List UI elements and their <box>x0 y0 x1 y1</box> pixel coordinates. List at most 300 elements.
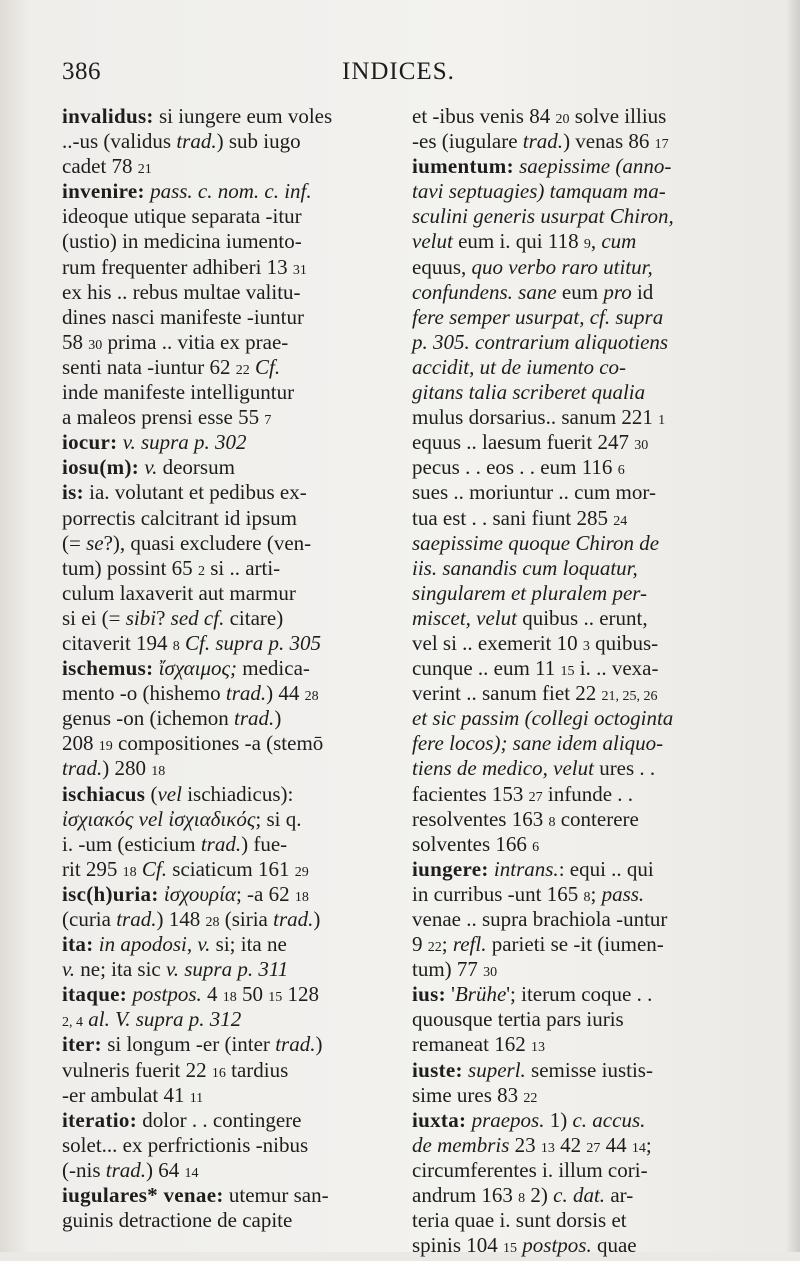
index-line <box>412 255 724 280</box>
index-text: '; iterum coque . . <box>506 982 653 1007</box>
index-text: inde manifeste intelliguntur <box>62 380 295 405</box>
index-line <box>412 756 724 781</box>
index-text: 6 <box>617 463 625 479</box>
index-text: a maleos prensi esse 55 <box>62 405 265 430</box>
index-text: solve illius <box>569 104 667 128</box>
index-text: tiens de medico, velut <box>412 756 594 781</box>
index-lemma: invalidus: <box>62 104 154 128</box>
page-edge-shadow <box>786 0 800 1252</box>
index-text: 28 <box>205 915 220 930</box>
index-text: 29 <box>294 864 309 880</box>
index-line <box>62 1183 374 1208</box>
index-line <box>412 957 724 982</box>
index-text: tavi septuagies) tamquam ma- <box>412 179 666 204</box>
index-text: solventes 166 <box>412 831 533 856</box>
index-lemma: ius: <box>412 982 446 1007</box>
index-text: senti nata -iuntur 62 <box>62 354 236 379</box>
index-text: ) fue- <box>241 831 288 856</box>
index-text: andrum 163 <box>412 1183 519 1208</box>
index-text: -er ambulat 41 <box>62 1082 190 1107</box>
index-text: guinis detractione de capite <box>62 1208 293 1233</box>
index-text: conterere <box>555 806 639 831</box>
index-text: , <box>590 229 602 254</box>
index-text: 30 <box>634 438 649 454</box>
index-text: tardius <box>225 1057 289 1082</box>
index-text: quibus- <box>589 630 659 655</box>
index-text: spinis 104 <box>412 1233 504 1258</box>
index-text: eum i. qui 118 <box>452 229 584 254</box>
index-text: 23 <box>509 1132 541 1157</box>
index-text: ἰσχουρία <box>163 881 236 906</box>
index-text: 9 <box>412 932 428 957</box>
index-text: vel <box>157 781 182 806</box>
index-text: et -ibus venis 84 <box>412 104 556 128</box>
index-line <box>62 782 374 807</box>
index-line <box>62 631 374 656</box>
index-text: teria quae i. sunt dorsis et <box>412 1208 627 1233</box>
index-line <box>412 1183 724 1208</box>
index-text: ) 280 <box>102 756 152 781</box>
index-text: 9 <box>583 237 591 253</box>
index-line <box>412 305 724 330</box>
index-text: 44 <box>600 1132 632 1157</box>
index-line <box>62 204 374 229</box>
index-text: c. accus. <box>572 1107 646 1132</box>
index-text: ideoque utique separata -itur <box>62 204 302 229</box>
index-text: resolventes 163 <box>412 806 549 831</box>
index-line <box>62 280 374 305</box>
index-text: 27 <box>528 789 543 805</box>
index-text: iis. sanandis cum loquatur, <box>412 555 638 580</box>
index-lemma: ischemus: <box>62 656 154 681</box>
index-text: si longum -er (inter <box>101 1032 276 1057</box>
index-text: sciaticum 161 <box>167 856 295 881</box>
index-line <box>62 355 374 380</box>
index-line <box>412 330 724 355</box>
index-lemma: iteratio: <box>62 1107 137 1132</box>
index-line <box>412 581 724 606</box>
index-text: trad. <box>62 756 103 781</box>
index-text: trad. <box>105 1157 147 1182</box>
index-lemma: ischiacus <box>62 781 146 806</box>
index-text: 42 <box>554 1132 587 1157</box>
index-lemma: iuxta: <box>412 1107 467 1132</box>
index-line <box>412 531 724 556</box>
index-text: 1) <box>544 1107 573 1132</box>
index-text: rit 295 <box>62 856 123 881</box>
index-text: quibus .. erunt, <box>516 605 648 630</box>
index-lemma: isc(h)uria: <box>62 881 159 906</box>
index-text: ) <box>313 907 321 931</box>
index-text: i. -um (esticium <box>62 831 201 856</box>
index-text: citare) <box>224 605 284 630</box>
index-text: ; -a 62 <box>235 881 295 906</box>
index-text: parieti se -it (iumen- <box>486 932 664 957</box>
index-line <box>62 1007 374 1032</box>
index-text: c. dat. <box>553 1183 606 1208</box>
index-line <box>62 857 374 882</box>
index-text: citaverit 194 <box>62 630 173 655</box>
index-text: velut <box>412 229 453 254</box>
index-line <box>62 681 374 706</box>
index-line <box>62 129 374 154</box>
index-text: 6 <box>532 839 540 855</box>
index-line <box>62 982 374 1007</box>
index-line <box>62 882 374 907</box>
index-text: si; ita ne <box>210 932 287 957</box>
index-line <box>412 1032 724 1057</box>
index-text: p. 305. contrarium aliquotiens <box>412 329 669 354</box>
index-text: ; <box>441 932 453 957</box>
index-text: cum <box>601 229 637 254</box>
index-line <box>62 330 374 355</box>
index-line <box>62 380 374 405</box>
index-text: quae <box>591 1233 637 1258</box>
index-text: id <box>631 279 654 304</box>
index-text: remaneat 162 <box>412 1032 531 1057</box>
index-text: 58 <box>62 329 89 354</box>
index-text: ) 64 <box>146 1157 185 1182</box>
index-text: 15 <box>503 1241 518 1257</box>
index-lemma: iugulares* venae: <box>62 1183 224 1208</box>
index-text: infunde . . <box>542 781 634 806</box>
index-line <box>412 656 724 681</box>
index-text: equus .. laesum fuerit 247 <box>412 430 635 455</box>
index-line <box>412 731 724 756</box>
index-line <box>62 506 374 531</box>
index-text: ' <box>445 982 455 1007</box>
index-text: Cf. <box>255 354 281 379</box>
index-line <box>412 1133 724 1158</box>
index-text: ne; ita sic <box>75 957 166 982</box>
index-text: equus, <box>412 254 472 279</box>
index-text: 8 <box>518 1191 526 1207</box>
index-line <box>62 756 374 781</box>
index-text: prima .. vitia ex prae- <box>102 329 289 354</box>
index-text: ) venas 86 <box>563 129 655 154</box>
index-text: 11 <box>189 1090 204 1106</box>
index-text: genus -on (ichemon <box>62 706 235 731</box>
index-line <box>62 1083 374 1108</box>
index-text: tum) possint 65 <box>62 555 198 580</box>
index-text: postpos. <box>522 1233 592 1258</box>
index-line <box>412 932 724 957</box>
index-text: quousque tertia pars iuris <box>412 1007 624 1032</box>
index-lemma: iuste: <box>412 1057 463 1082</box>
index-text: culum laxaverit aut marmur <box>62 580 296 605</box>
index-line <box>412 1083 724 1108</box>
index-line <box>62 430 374 455</box>
index-text: superl. <box>468 1057 526 1082</box>
index-line <box>62 229 374 254</box>
index-text: 2) <box>525 1183 554 1208</box>
index-text: 17 <box>654 137 669 153</box>
index-line <box>412 480 724 505</box>
index-text: (ustio) in medicina iumento- <box>62 229 302 254</box>
index-text: 2 <box>197 563 205 579</box>
index-text: 18 <box>151 764 166 780</box>
index-text: venae .. supra brachiola -untur <box>412 907 668 931</box>
index-text: ) sub iugo <box>216 129 301 154</box>
index-text: ( <box>145 781 158 806</box>
index-text: Cf. <box>141 856 168 881</box>
index-text: vulneris fuerit 22 <box>62 1057 212 1082</box>
index-text: 14 <box>631 1140 646 1156</box>
index-line <box>412 1108 724 1133</box>
index-text: v. supra p. 311 <box>166 957 289 982</box>
index-text: 21, 25, 26 <box>601 689 658 705</box>
index-text: 14 <box>184 1165 199 1181</box>
index-text: trad. <box>116 907 157 931</box>
index-line <box>412 1233 724 1258</box>
index-text: ) 148 <box>156 907 206 931</box>
index-lemma: iungere: <box>412 856 489 881</box>
index-line <box>412 129 724 154</box>
index-text: (-nis <box>62 1157 106 1182</box>
index-text: pass. <box>601 881 645 906</box>
index-text: praepos. <box>471 1107 545 1132</box>
index-text: medica- <box>237 656 310 681</box>
index-line <box>62 832 374 857</box>
index-text: -es (iugulare <box>412 129 523 154</box>
page-header <box>62 58 738 90</box>
index-text: 3 <box>582 638 590 654</box>
index-line <box>412 179 724 204</box>
index-text: 4 <box>201 982 223 1007</box>
index-text: sed cf. <box>170 605 225 630</box>
index-text: cadet 78 <box>62 154 138 179</box>
index-line <box>412 982 724 1007</box>
index-text: sculini generis usurpat Chiron, <box>412 204 674 229</box>
index-line <box>62 1133 374 1158</box>
index-text: rum frequenter adhiberi 13 <box>62 254 293 279</box>
index-text: 18 <box>222 990 237 1006</box>
index-text: v. supra p. 302 <box>122 430 247 455</box>
index-line <box>412 606 724 631</box>
index-text: ..-us (validus <box>62 129 177 154</box>
index-text: 27 <box>586 1140 601 1156</box>
index-text: fere locos); sane idem aliquo- <box>412 731 664 756</box>
index-text: 13 <box>540 1140 555 1156</box>
index-text: 15 <box>560 664 575 680</box>
index-text: pecus . . eos . . eum 116 <box>412 455 618 480</box>
index-line <box>62 807 374 832</box>
index-text: ?), quasi excludere (ven- <box>103 530 312 555</box>
index-line <box>62 154 374 179</box>
index-text: ischiadicus): <box>181 781 294 806</box>
index-text: si ei (= <box>62 605 126 630</box>
index-text: eum <box>556 279 604 304</box>
index-text: 22 <box>523 1090 538 1106</box>
index-line <box>412 204 724 229</box>
index-text: ) 44 <box>266 681 305 706</box>
index-text: 22 <box>427 940 442 956</box>
index-text: ) <box>315 1032 323 1057</box>
index-text: v. <box>62 957 76 982</box>
index-text: mulus dorsarius.. sanum 221 <box>412 405 659 430</box>
index-text: Brühe <box>454 982 507 1007</box>
index-text: trad. <box>234 706 275 731</box>
index-text: ar- <box>605 1183 634 1208</box>
index-text: si .. arti- <box>204 555 281 580</box>
index-line <box>62 932 374 957</box>
index-line <box>412 556 724 581</box>
index-text: vel si .. exemerit 10 <box>412 630 583 655</box>
index-line <box>412 1208 724 1233</box>
index-text: cunque .. eum 11 <box>412 656 561 681</box>
index-text: 1 <box>658 413 666 429</box>
index-text: pro <box>603 279 632 304</box>
index-text: dolor . . contingere <box>137 1107 302 1132</box>
index-text: pass. c. nom. c. inf. <box>150 179 312 204</box>
index-lemma: iter: <box>62 1032 102 1057</box>
index-text: semisse iustis- <box>525 1057 653 1082</box>
index-line <box>412 1007 724 1032</box>
index-text: saepissime quoque Chiron de <box>412 530 660 555</box>
index-text: 22 <box>235 362 250 378</box>
index-text: et sic passim (collegi octoginta <box>412 706 674 731</box>
index-line <box>62 1032 374 1057</box>
index-lemma: iocur: <box>62 430 118 455</box>
index-line <box>412 455 724 480</box>
index-lemma: itaque: <box>62 982 128 1007</box>
index-text: ex his .. rebus multae valitu- <box>62 279 301 304</box>
index-text: in curribus -unt 165 <box>412 881 584 906</box>
index-line <box>412 681 724 706</box>
index-line <box>412 430 724 455</box>
index-text: ἰσχιακός vel ἰσχιαδικός <box>62 806 256 831</box>
index-text: postpos. <box>132 982 202 1007</box>
index-text: compositiones -a (stemō <box>112 731 324 756</box>
index-text: solet... ex perfrictionis -nibus <box>62 1132 309 1157</box>
index-text: ia. volutant et pedibus ex- <box>83 480 307 505</box>
index-line <box>62 305 374 330</box>
index-line <box>412 405 724 430</box>
index-text: facientes 153 <box>412 781 529 806</box>
index-line <box>412 355 724 380</box>
index-text: 13 <box>530 1040 545 1056</box>
index-text: singularem et pluralem per- <box>412 580 648 605</box>
index-line <box>412 782 724 807</box>
index-line <box>412 229 724 254</box>
index-text: 31 <box>292 262 307 278</box>
index-line <box>62 179 374 204</box>
index-text: quo verbo raro utitur, <box>471 254 653 279</box>
index-line <box>62 581 374 606</box>
index-text: 19 <box>98 739 113 755</box>
index-line <box>62 104 374 129</box>
index-line <box>62 1158 374 1183</box>
index-lemma: iumentum: <box>412 154 514 179</box>
index-text: sibi <box>125 605 157 630</box>
index-line <box>62 480 374 505</box>
index-text: circumferentes i. illum cori- <box>412 1157 648 1182</box>
index-text: confundens. sane <box>412 279 557 304</box>
index-line <box>412 154 724 179</box>
index-text: trad. <box>522 129 564 154</box>
index-text: 50 <box>236 982 269 1007</box>
index-line <box>412 882 724 907</box>
index-lemma: invenire: <box>62 179 145 204</box>
index-line <box>412 832 724 857</box>
index-text: 18 <box>122 864 137 880</box>
index-text: i. .. vexa- <box>574 656 659 681</box>
index-line <box>412 506 724 531</box>
index-line <box>412 907 724 932</box>
index-line <box>412 857 724 882</box>
index-line <box>62 531 374 556</box>
index-line <box>62 606 374 631</box>
index-text: sues .. moriuntur .. cum mor- <box>412 480 656 505</box>
index-text: tum) 77 <box>412 957 484 982</box>
index-text: saepissime (anno- <box>519 154 672 179</box>
index-line <box>62 405 374 430</box>
index-text: de membris <box>412 1132 510 1157</box>
index-text: ) <box>274 706 282 731</box>
index-text: miscet, velut <box>412 605 517 630</box>
index-text: 24 <box>613 513 628 529</box>
index-text: Cf. supra p. 305 <box>185 630 321 655</box>
index-lemma: is: <box>62 480 84 505</box>
index-line <box>62 957 374 982</box>
index-line <box>412 807 724 832</box>
index-text: trad. <box>275 1032 316 1057</box>
index-lemma: ita: <box>62 932 94 957</box>
index-text: : equi .. qui <box>558 856 654 881</box>
index-text: ἴσχαιμος; <box>158 656 238 681</box>
index-text: 20 <box>555 112 570 127</box>
index-text: 15 <box>268 990 283 1006</box>
index-text: accidit, ut de iumento co- <box>412 354 627 379</box>
index-text: si iungere eum voles <box>153 104 333 128</box>
index-text: verint .. sanum fiet 22 <box>412 681 602 706</box>
index-text: ; <box>590 881 602 906</box>
index-line <box>62 556 374 581</box>
index-line <box>62 1108 374 1133</box>
index-text: 8 <box>583 889 591 905</box>
index-text: 28 <box>304 689 319 705</box>
index-text: al. V. supra p. 312 <box>88 1007 242 1032</box>
index-text: fere semper usurpat, cf. supra <box>412 304 664 329</box>
index-text: 128 <box>282 982 320 1007</box>
index-text: trad. <box>176 129 217 154</box>
index-line <box>62 731 374 756</box>
index-line <box>412 1058 724 1083</box>
index-text: se <box>86 530 104 555</box>
index-line <box>412 706 724 731</box>
index-text: 21 <box>137 162 152 178</box>
index-line <box>412 1158 724 1183</box>
index-text: ; <box>645 1132 652 1157</box>
index-text: dines nasci manifeste -iuntur <box>62 304 305 329</box>
index-text: utemur san- <box>223 1183 329 1208</box>
index-text: 16 <box>211 1065 226 1081</box>
index-text: sime ures 83 <box>412 1082 524 1107</box>
index-line <box>412 631 724 656</box>
index-line <box>62 455 374 480</box>
index-line <box>412 380 724 405</box>
index-text: 18 <box>294 889 309 905</box>
index-line <box>62 255 374 280</box>
index-line <box>412 104 724 129</box>
index-text: refl. <box>452 932 487 957</box>
index-line <box>62 656 374 681</box>
index-lemma: iosu(m): <box>62 455 140 480</box>
index-line <box>62 1208 374 1233</box>
left-index-column <box>62 104 374 1233</box>
index-text: 30 <box>483 965 498 981</box>
index-text: 2, 4 <box>62 1015 83 1031</box>
